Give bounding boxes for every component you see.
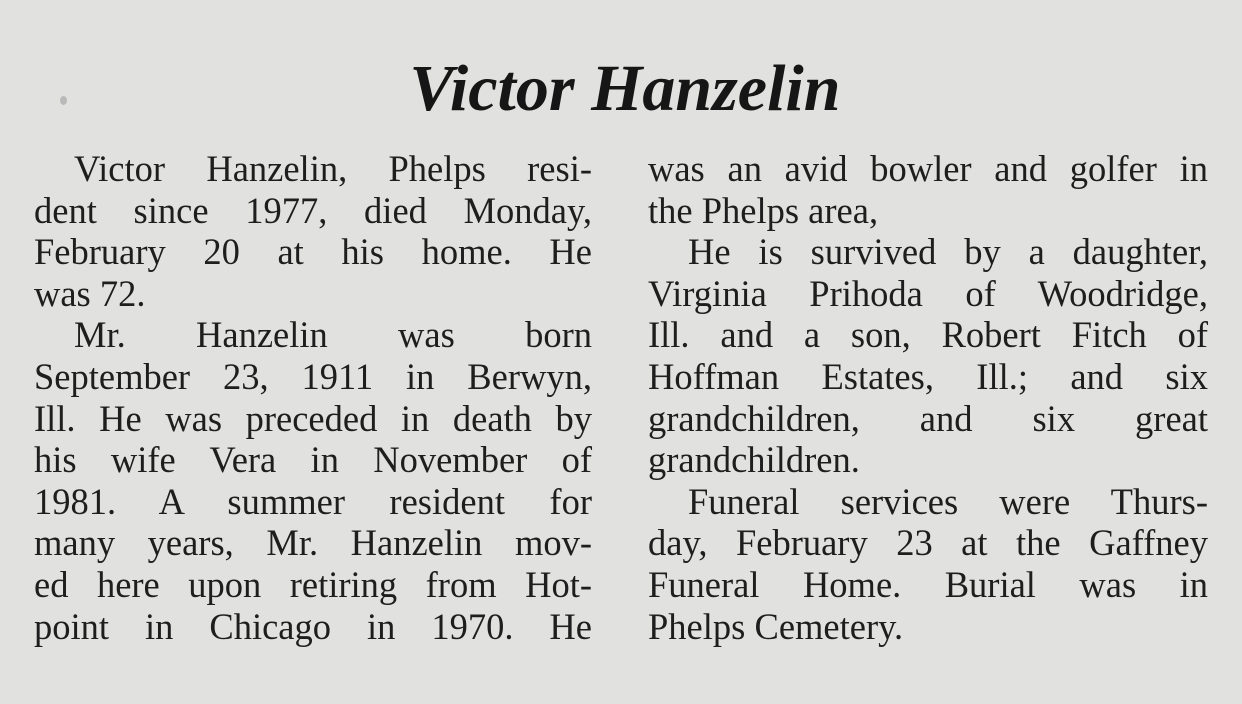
article-title: Victor Hanzelin: [409, 52, 841, 125]
text-line: 1981. A summer resident for: [34, 480, 592, 522]
text-line: dent since 1977, died Monday,: [34, 189, 592, 231]
text-line: Victor Hanzelin, Phelps resi-: [74, 148, 592, 189]
text-line: February 20 at his home. He: [34, 231, 592, 273]
text-line: day, February 23 at the Gaffney: [648, 522, 1208, 564]
text-line: grandchildren, and six great: [648, 397, 1208, 439]
text-line: the Phelps area,: [648, 189, 879, 231]
text-line: Ill. and a son, Robert Fitch of: [648, 314, 1208, 356]
text-line: his wife Vera in November of: [34, 439, 592, 481]
text-line: was 72.: [34, 272, 146, 314]
text-line: September 23, 1911 in Berwyn,: [34, 355, 592, 397]
article-column-right: [648, 148, 1208, 647]
text-line: ed here upon retiring from Hot-: [34, 563, 592, 605]
text-line: Hoffman Estates, Ill.; and six: [648, 355, 1208, 397]
text-line: grandchildren.: [648, 439, 860, 481]
text-line: Mr. Hanzelin was born: [74, 314, 592, 356]
text-line: point in Chicago in 1970. He: [34, 605, 592, 647]
text-line: Funeral Home. Burial was in: [648, 563, 1208, 605]
text-line: Funeral services were Thurs-: [688, 480, 1208, 522]
text-line: Phelps Cemetery.: [648, 605, 904, 647]
text-line: many years, Mr. Hanzelin mov-: [34, 522, 592, 564]
text-line: He is survived by a daughter,: [688, 231, 1208, 273]
text-line: Ill. He was preceded in death by: [34, 397, 592, 439]
text-line: Virginia Prihoda of Woodridge,: [648, 272, 1208, 314]
article-column-left: [34, 148, 592, 647]
text-line: was an avid bowler and golfer in: [648, 148, 1208, 189]
